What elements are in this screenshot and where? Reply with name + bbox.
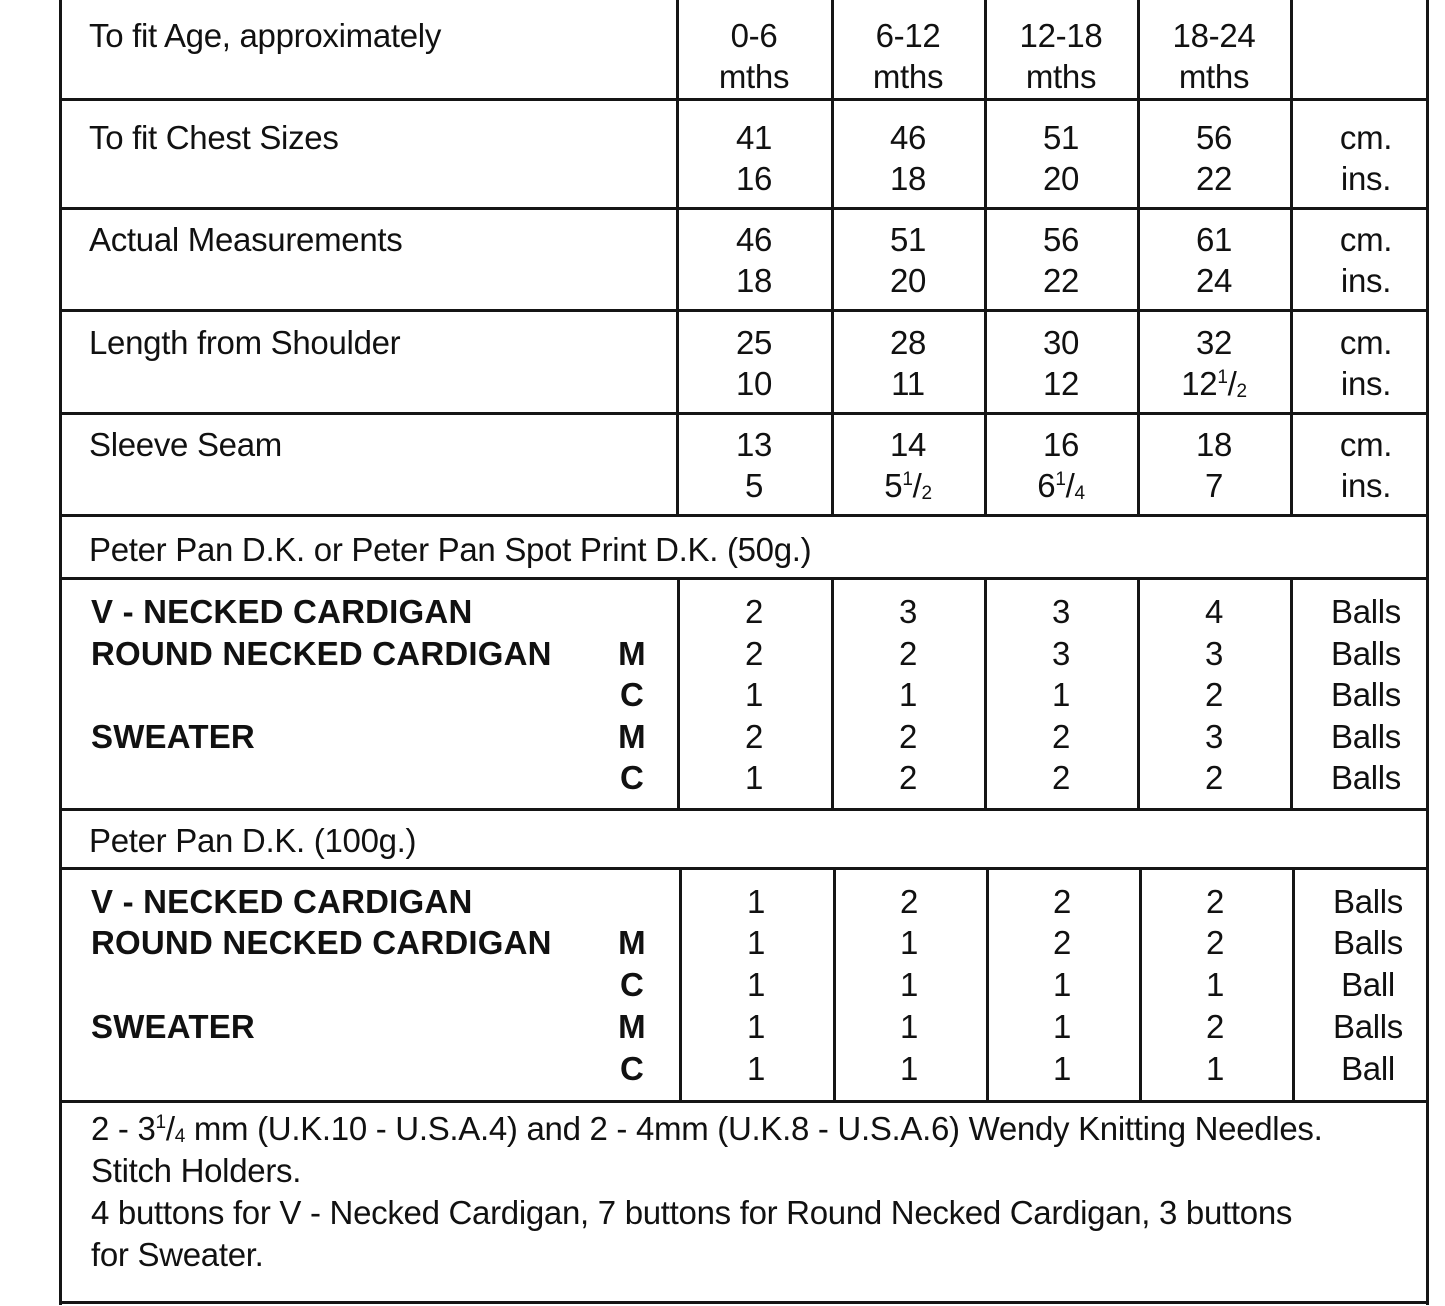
ball-count: 1 <box>1205 1050 1225 1087</box>
ball-count: 3 <box>898 593 918 630</box>
cm-value: 61 <box>1195 221 1233 258</box>
row-divider <box>59 867 1429 870</box>
ball-unit: Ball <box>1341 966 1395 1003</box>
ball-count: 1 <box>899 1008 919 1045</box>
garment-label: V - NECKED CARDIGAN <box>91 593 473 630</box>
ball-count: 1 <box>899 924 919 961</box>
cm-unit: cm. <box>1339 221 1393 258</box>
ball-unit: Balls <box>1330 676 1402 713</box>
column-divider <box>1137 578 1140 810</box>
ball-count: 2 <box>1205 1008 1225 1045</box>
ball-unit: Balls <box>1332 1008 1404 1045</box>
cm-unit: cm. <box>1339 426 1393 463</box>
ball-count: 1 <box>746 966 766 1003</box>
ball-unit: Balls <box>1332 924 1404 961</box>
ball-count: 1 <box>746 883 766 920</box>
column-divider <box>1290 578 1293 810</box>
yarn-code: C <box>619 759 645 796</box>
cm-value: 25 <box>735 324 773 361</box>
cm-value: 51 <box>1042 119 1080 156</box>
yarn-code: C <box>619 1050 645 1087</box>
fraction-denominator: 4 <box>1074 483 1085 504</box>
ball-count: 2 <box>744 593 764 630</box>
row-divider <box>59 514 1429 517</box>
cm-value: 28 <box>889 324 927 361</box>
age-range: 0-6 <box>730 17 778 54</box>
ball-count: 2 <box>1204 759 1224 796</box>
needles-text: mm (U.K.10 - U.S.A.4) and 2 - 4mm (U.K.8 - U.S.A.6) Wendy Knitting Needles. <box>184 1110 1323 1147</box>
yarn-code: M <box>618 924 646 961</box>
fraction-whole: 6 <box>1037 467 1056 504</box>
fraction-denominator: 2 <box>1236 381 1247 402</box>
age-range: 18-24 <box>1172 17 1256 54</box>
cm-value: 13 <box>735 426 773 463</box>
fraction-numerator: 1 <box>902 469 913 490</box>
column-divider <box>833 868 836 1102</box>
ball-count: 1 <box>1205 966 1225 1003</box>
garment-label: SWEATER <box>91 1008 255 1045</box>
ins-unit: ins. <box>1340 365 1392 402</box>
column-divider <box>984 0 987 516</box>
cm-value: 46 <box>889 119 927 156</box>
row-divider <box>59 412 1429 415</box>
needles-size-a: 2 - 3 <box>91 1110 156 1147</box>
cm-value: 51 <box>889 221 927 258</box>
column-divider <box>679 868 682 1102</box>
ball-count: 2 <box>1205 924 1225 961</box>
ins-value: 20 <box>1042 160 1080 197</box>
ball-count: 1 <box>899 1050 919 1087</box>
ball-unit: Balls <box>1330 593 1402 630</box>
age-row-label: To fit Age, approximately <box>89 17 442 54</box>
ball-count: 1 <box>1052 1050 1072 1087</box>
ins-fraction-value: $5^1/_2$ <box>884 467 932 504</box>
age-range: 6-12 <box>875 17 941 54</box>
yarn-code: C <box>619 966 645 1003</box>
ball-unit: Balls <box>1332 883 1404 920</box>
ins-unit: ins. <box>1340 160 1392 197</box>
ball-count: 2 <box>1052 883 1072 920</box>
ins-value: 10 <box>735 365 773 402</box>
measurement-label: To fit Chest Sizes <box>89 119 339 156</box>
fraction-denominator: 4 <box>174 1126 185 1147</box>
ball-unit: Balls <box>1330 635 1402 672</box>
cm-unit: cm. <box>1339 119 1393 156</box>
ball-count: 2 <box>898 635 918 672</box>
age-unit: mths <box>872 58 944 95</box>
yarn-code: M <box>618 635 646 672</box>
buttons-line-continued: for Sweater. <box>91 1236 264 1273</box>
ball-count: 1 <box>1051 676 1071 713</box>
ball-count: 3 <box>1051 635 1071 672</box>
table-border-bottom <box>59 1301 1429 1304</box>
yarn-code: C <box>619 676 645 713</box>
column-divider <box>986 868 989 1102</box>
ins-value: 16 <box>735 160 773 197</box>
cm-unit: cm. <box>1339 324 1393 361</box>
ball-count: 3 <box>1204 718 1224 755</box>
column-divider <box>831 578 834 810</box>
fraction-denominator: 2 <box>921 483 932 504</box>
ball-count: 1 <box>746 1050 766 1087</box>
row-divider <box>59 207 1429 210</box>
ins-value: 18 <box>735 262 773 299</box>
ball-count: 3 <box>1204 635 1224 672</box>
cm-value: 32 <box>1195 324 1233 361</box>
ball-count: 2 <box>1051 759 1071 796</box>
ball-count: 2 <box>1051 718 1071 755</box>
measurement-label: Sleeve Seam <box>89 426 282 463</box>
ins-value: 18 <box>889 160 927 197</box>
cm-value: 41 <box>735 119 773 156</box>
ball-count: 1 <box>744 759 764 796</box>
fraction-whole: 12 <box>1181 365 1218 402</box>
table-border-left <box>59 0 62 1305</box>
ball-count: 2 <box>899 883 919 920</box>
cm-value: 56 <box>1042 221 1080 258</box>
column-divider <box>1290 0 1293 516</box>
ball-count: 1 <box>744 676 764 713</box>
column-divider <box>831 0 834 516</box>
ball-count: 2 <box>744 635 764 672</box>
cm-value: 14 <box>889 426 927 463</box>
yarn-section-title: Peter Pan D.K. or Peter Pan Spot Print D.K. (50g.) <box>89 531 812 568</box>
ball-count: 2 <box>1052 924 1072 961</box>
ball-unit: Balls <box>1330 759 1402 796</box>
cm-value: 46 <box>735 221 773 258</box>
row-divider <box>59 577 1429 580</box>
column-divider <box>1292 868 1295 1102</box>
ins-fraction-value: $6^1/_4$ <box>1037 467 1085 504</box>
yarn-code: M <box>618 718 646 755</box>
row-divider <box>59 98 1429 101</box>
row-divider <box>59 808 1429 811</box>
yarn-code: M <box>618 1008 646 1045</box>
ball-count: 2 <box>898 718 918 755</box>
ins-unit: ins. <box>1340 262 1392 299</box>
row-divider <box>59 1100 1429 1103</box>
measurement-label: Actual Measurements <box>89 221 403 258</box>
ins-value: 20 <box>889 262 927 299</box>
ball-count: 3 <box>1051 593 1071 630</box>
column-divider <box>676 0 679 516</box>
column-divider <box>1139 868 1142 1102</box>
age-unit: mths <box>1178 58 1250 95</box>
fraction-numerator: 1 <box>1055 469 1066 490</box>
ball-count: 1 <box>746 924 766 961</box>
fraction-numerator: 1 <box>1217 367 1228 388</box>
column-divider <box>984 578 987 810</box>
cm-value: 56 <box>1195 119 1233 156</box>
ball-count: 2 <box>744 718 764 755</box>
fraction-whole: 5 <box>884 467 903 504</box>
ball-count: 1 <box>899 966 919 1003</box>
column-divider <box>1137 0 1140 516</box>
yarn-section-title: Peter Pan D.K. (100g.) <box>89 822 417 859</box>
ins-value: 24 <box>1195 262 1233 299</box>
ins-value: 11 <box>891 365 925 402</box>
ball-count: 1 <box>898 676 918 713</box>
ball-count: 2 <box>1204 676 1224 713</box>
ins-value: 22 <box>1042 262 1080 299</box>
garment-label: V - NECKED CARDIGAN <box>91 883 473 920</box>
cm-value: 30 <box>1042 324 1080 361</box>
ins-value: 5 <box>744 467 764 504</box>
age-range: 12-18 <box>1019 17 1103 54</box>
row-divider <box>59 309 1429 312</box>
cm-value: 18 <box>1195 426 1233 463</box>
garment-label: SWEATER <box>91 718 255 755</box>
age-unit: mths <box>718 58 790 95</box>
buttons-line: 4 buttons for V - Necked Cardigan, 7 buttons for Round Necked Cardigan, 3 buttons <box>91 1194 1293 1231</box>
ball-unit: Ball <box>1341 1050 1395 1087</box>
ball-count: 2 <box>898 759 918 796</box>
needles-line: $2 - 3^1/_4$ mm (U.K.10 - U.S.A.4) and 2 - 4mm (U.K.8 - U.S.A.6) Wendy Knitting Needles. <box>91 1110 1323 1147</box>
stitch-holders-line: Stitch Holders. <box>91 1152 302 1189</box>
ball-count: 2 <box>1205 883 1225 920</box>
ball-count: 1 <box>1052 966 1072 1003</box>
cm-value: 16 <box>1042 426 1080 463</box>
ins-value: 12 <box>1042 365 1080 402</box>
garment-label: ROUND NECKED CARDIGAN <box>91 635 552 672</box>
column-divider <box>677 578 680 810</box>
ball-count: 1 <box>1052 1008 1072 1045</box>
ins-fraction-value: $12^1/_2$ <box>1181 365 1247 402</box>
measurement-label: Length from Shoulder <box>89 324 401 361</box>
ball-count: 4 <box>1204 593 1224 630</box>
fraction-numerator: 1 <box>155 1112 166 1133</box>
ins-value: 22 <box>1195 160 1233 197</box>
garment-label: ROUND NECKED CARDIGAN <box>91 924 552 961</box>
age-unit: mths <box>1025 58 1097 95</box>
ball-count: 1 <box>746 1008 766 1045</box>
ins-value: 7 <box>1204 467 1224 504</box>
ball-unit: Balls <box>1330 718 1402 755</box>
materials-notes <box>91 1108 1431 1276</box>
ins-unit: ins. <box>1340 467 1392 504</box>
